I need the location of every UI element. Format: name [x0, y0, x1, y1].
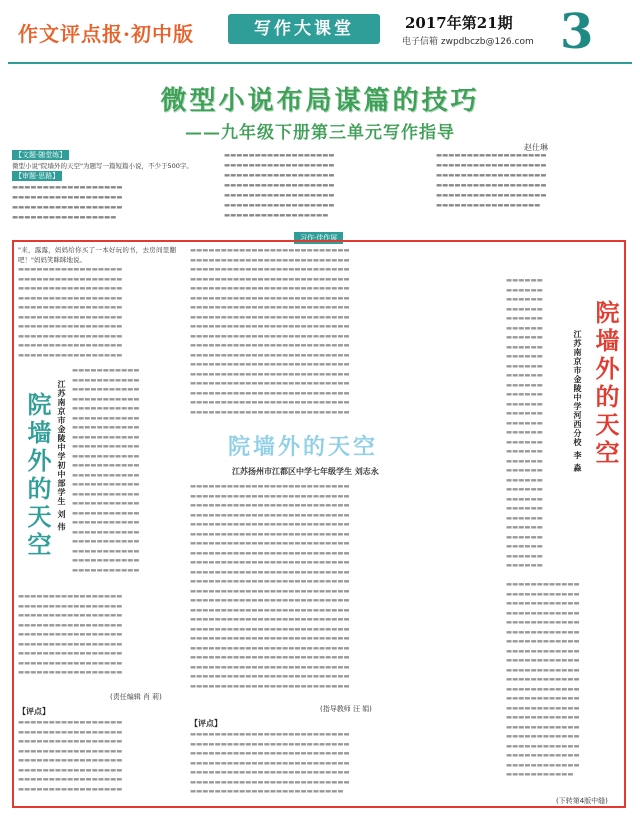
story2-comment-body: ▬▬▬▬▬▬▬▬▬▬▬▬▬▬▬▬▬▬▬▬▬▬▬▬▬▬ ▬▬▬▬▬▬▬▬▬▬▬▬▬▬▬▬▬▬▬▬▬▬▬▬▬▬ ▬▬▬▬▬▬▬▬▬▬▬▬▬▬▬▬▬▬▬▬▬▬▬▬▬▬ ▬▬▬▬▬▬▬▬▬▬▬▬▬▬▬▬▬▬▬▬▬▬▬▬▬▬ ▬▬▬▬▬▬▬▬▬▬▬▬▬▬▬▬▬▬▬▬▬▬▬▬▬▬ ▬▬▬▬▬▬▬▬▬▬▬▬▬▬▬▬▬▬▬▬▬▬▬▬▬▬ ▬▬▬▬▬▬▬▬▬▬▬▬▬▬▬▬▬▬▬▬▬▬▬▬▬ — [190, 730, 350, 795]
column-banner: 写作大课堂 — [228, 14, 380, 44]
guidance-body-1: ▬▬▬▬▬▬▬▬▬▬▬▬▬▬▬▬▬▬ ▬▬▬▬▬▬▬▬▬▬▬▬▬▬▬▬▬▬ ▬▬▬▬▬▬▬▬▬▬▬▬▬▬▬▬▬▬ ▬▬▬▬▬▬▬▬▬▬▬▬▬▬▬▬▬ — [12, 183, 123, 221]
story2-byline: 江苏扬州市江都区中学七年级学生 刘志永 — [232, 467, 379, 476]
guidance-col-1 — [12, 150, 197, 228]
issue-date: 2017年第21期 — [405, 14, 513, 32]
email-label: 电子信箱 zwpdbczb@126.com — [402, 37, 534, 47]
story1-body-top: ▬▬▬▬▬▬▬▬▬▬▬▬▬▬▬▬▬ ▬▬▬▬▬▬▬▬▬▬▬▬▬▬▬▬▬ ▬▬▬▬▬▬▬▬▬▬▬▬▬▬▬▬▬ ▬▬▬▬▬▬▬▬▬▬▬▬▬▬▬▬▬ ▬▬▬▬▬▬▬▬▬▬▬▬▬▬▬▬▬ ▬▬▬▬▬▬▬▬▬▬▬▬▬▬▬▬▬ ▬▬▬▬▬▬▬▬▬▬▬▬▬▬▬▬▬ ▬▬▬▬▬▬▬▬▬▬▬▬▬▬▬▬▬ ▬▬▬▬▬▬▬▬▬▬▬▬▬▬▬▬▬ ▬▬▬▬▬▬▬▬▬▬▬▬▬▬▬▬▬ — [18, 265, 123, 359]
story2-body-top: ▬▬▬▬▬▬▬▬▬▬▬▬▬▬▬▬▬▬▬▬▬▬▬▬▬▬ ▬▬▬▬▬▬▬▬▬▬▬▬▬▬▬▬▬▬▬▬▬▬▬▬▬▬ ▬▬▬▬▬▬▬▬▬▬▬▬▬▬▬▬▬▬▬▬▬▬▬▬▬▬ ▬▬▬▬▬▬▬▬▬▬▬▬▬▬▬▬▬▬▬▬▬▬▬▬▬▬ ▬▬▬▬▬▬▬▬▬▬▬▬▬▬▬▬▬▬▬▬▬▬▬▬▬▬ ▬▬▬▬▬▬▬▬▬▬▬▬▬▬▬▬▬▬▬▬▬▬▬▬▬▬ ▬▬▬▬▬▬▬▬▬▬▬▬▬▬▬▬▬▬▬▬▬▬▬▬▬▬ ▬▬▬▬▬▬▬▬▬▬▬▬▬▬▬▬▬▬▬▬▬▬▬▬▬▬ ▬▬▬▬▬▬▬▬▬▬▬▬▬▬▬▬▬▬▬▬▬▬▬▬▬▬ ▬▬▬▬▬▬▬▬▬▬▬▬▬▬▬▬▬▬▬▬▬▬▬▬▬▬ ▬▬▬▬▬▬▬▬▬▬▬▬▬▬▬▬▬▬▬▬▬▬▬▬▬▬ ▬▬▬▬▬▬▬▬▬▬▬▬▬▬▬▬▬▬▬▬▬▬▬▬▬▬ ▬▬▬▬▬▬▬▬▬▬▬▬▬▬▬▬▬▬▬▬▬▬▬▬▬▬ ▬▬▬▬▬▬▬▬▬▬▬▬▬▬▬▬▬▬▬▬▬▬▬▬▬▬ ▬▬▬▬▬▬▬▬▬▬▬▬▬▬▬▬▬▬▬▬▬▬▬▬▬▬ ▬▬▬▬▬▬▬▬▬▬▬▬▬▬▬▬▬▬▬▬▬▬▬▬▬▬ ▬▬▬▬▬▬▬▬▬▬▬▬▬▬▬▬▬▬▬▬▬▬▬▬▬▬ ▬▬▬▬▬▬▬▬▬▬▬▬▬▬▬▬▬▬▬▬▬▬▬▬▬▬ — [190, 246, 350, 416]
guidance-columns — [12, 150, 624, 228]
story1-opening: "来，露露，妈妈给你买了一本好玩的书，去房间里翻吧！"妈妈笑眯眯地说。 — [18, 246, 176, 264]
assignment-text: 微型小说"院墙外的天空"为题写一篇短篇小说，不少于500字。 — [12, 162, 193, 170]
tag-exercise: 【文题·随堂练】 — [12, 150, 69, 160]
story2-body-bottom: ▬▬▬▬▬▬▬▬▬▬▬▬▬▬▬▬▬▬▬▬▬▬▬▬▬▬ ▬▬▬▬▬▬▬▬▬▬▬▬▬▬▬▬▬▬▬▬▬▬▬▬▬▬ ▬▬▬▬▬▬▬▬▬▬▬▬▬▬▬▬▬▬▬▬▬▬▬▬▬▬ ▬▬▬▬▬▬▬▬▬▬▬▬▬▬▬▬▬▬▬▬▬▬▬▬▬▬ ▬▬▬▬▬▬▬▬▬▬▬▬▬▬▬▬▬▬▬▬▬▬▬▬▬▬ ▬▬▬▬▬▬▬▬▬▬▬▬▬▬▬▬▬▬▬▬▬▬▬▬▬▬ ▬▬▬▬▬▬▬▬▬▬▬▬▬▬▬▬▬▬▬▬▬▬▬▬▬▬ ▬▬▬▬▬▬▬▬▬▬▬▬▬▬▬▬▬▬▬▬▬▬▬▬▬▬ ▬▬▬▬▬▬▬▬▬▬▬▬▬▬▬▬▬▬▬▬▬▬▬▬▬▬ ▬▬▬▬▬▬▬▬▬▬▬▬▬▬▬▬▬▬▬▬▬▬▬▬▬▬ ▬▬▬▬▬▬▬▬▬▬▬▬▬▬▬▬▬▬▬▬▬▬▬▬▬▬ ▬▬▬▬▬▬▬▬▬▬▬▬▬▬▬▬▬▬▬▬▬▬▬▬▬▬ ▬▬▬▬▬▬▬▬▬▬▬▬▬▬▬▬▬▬▬▬▬▬▬▬▬▬ ▬▬▬▬▬▬▬▬▬▬▬▬▬▬▬▬▬▬▬▬▬▬▬▬▬▬ ▬▬▬▬▬▬▬▬▬▬▬▬▬▬▬▬▬▬▬▬▬▬▬▬▬▬ ▬▬▬▬▬▬▬▬▬▬▬▬▬▬▬▬▬▬▬▬▬▬▬▬▬▬ ▬▬▬▬▬▬▬▬▬▬▬▬▬▬▬▬▬▬▬▬▬▬▬▬▬▬ ▬▬▬▬▬▬▬▬▬▬▬▬▬▬▬▬▬▬▬▬▬▬▬▬▬▬ ▬▬▬▬▬▬▬▬▬▬▬▬▬▬▬▬▬▬▬▬▬▬▬▬▬▬ ▬▬▬▬▬▬▬▬▬▬▬▬▬▬▬▬▬▬▬▬▬▬▬▬▬▬ ▬▬▬▬▬▬▬▬▬▬▬▬▬▬▬▬▬▬▬▬▬▬▬▬▬▬ ▬▬▬▬▬▬▬▬▬▬▬▬▬▬▬▬▬▬▬▬▬▬▬▬▬▬ — [190, 482, 350, 690]
story1-body-mid: ▬▬▬▬▬▬▬▬▬▬▬ ▬▬▬▬▬▬▬▬▬▬▬ ▬▬▬▬▬▬▬▬▬▬▬ ▬▬▬▬▬▬▬▬▬▬▬ ▬▬▬▬▬▬▬▬▬▬▬ ▬▬▬▬▬▬▬▬▬▬▬ ▬▬▬▬▬▬▬▬▬▬▬ ▬▬▬▬▬▬▬▬▬▬▬ ▬▬▬▬▬▬▬▬▬▬▬ ▬▬▬▬▬▬▬▬▬▬▬ ▬▬▬▬▬▬▬▬▬▬▬ ▬▬▬▬▬▬▬▬▬▬▬ ▬▬▬▬▬▬▬▬▬▬▬ ▬▬▬▬▬▬▬▬▬▬▬ ▬▬▬▬▬▬▬▬▬▬▬ ▬▬▬▬▬▬▬▬▬▬▬ ▬▬▬▬▬▬▬▬▬▬▬ ▬▬▬▬▬▬▬▬▬▬▬ ▬▬▬▬▬▬▬▬▬▬▬ ▬▬▬▬▬▬▬▬▬▬▬ ▬▬▬▬▬▬▬▬▬▬▬ ▬▬▬▬▬▬▬▬▬▬▬ — [72, 366, 140, 574]
article-title: 微型小说布局谋篇的技巧 — [160, 86, 480, 116]
story1-byline: 江苏南京市金陵中学初中部学生 刘 伟 — [57, 380, 66, 532]
article-subtitle: ——九年级下册第三单元写作指导 — [185, 123, 455, 143]
story2-title: 院墙外的天空 — [228, 434, 379, 460]
masthead-rule — [8, 62, 632, 64]
story3-body-bottom: ▬▬▬▬▬▬▬▬▬▬▬▬ ▬▬▬▬▬▬▬▬▬▬▬▬ ▬▬▬▬▬▬▬▬▬▬▬▬ ▬▬▬▬▬▬▬▬▬▬▬▬ ▬▬▬▬▬▬▬▬▬▬▬▬ ▬▬▬▬▬▬▬▬▬▬▬▬ ▬▬▬▬▬▬▬▬▬▬▬▬ ▬▬▬▬▬▬▬▬▬▬▬▬ ▬▬▬▬▬▬▬▬▬▬▬▬ ▬▬▬▬▬▬▬▬▬▬▬▬ ▬▬▬▬▬▬▬▬▬▬▬▬ ▬▬▬▬▬▬▬▬▬▬▬▬ ▬▬▬▬▬▬▬▬▬▬▬▬ ▬▬▬▬▬▬▬▬▬▬▬▬ ▬▬▬▬▬▬▬▬▬▬▬▬ ▬▬▬▬▬▬▬▬▬▬▬▬ ▬▬▬▬▬▬▬▬▬▬▬▬ ▬▬▬▬▬▬▬▬▬▬▬▬ ▬▬▬▬▬▬▬▬▬▬▬▬ ▬▬▬▬▬▬▬▬▬▬▬▬ ▬▬▬▬▬▬▬▬▬▬▬ — [506, 580, 580, 778]
tag-analysis: 【审题·思路】 — [12, 171, 62, 181]
story3-title: 院墙外的天空 — [591, 300, 620, 468]
showcase-tag: 习作·佳作展 — [294, 232, 343, 244]
story2-comment-label: 【评点】 — [190, 719, 222, 728]
story1-comment-body: ▬▬▬▬▬▬▬▬▬▬▬▬▬▬▬▬▬ ▬▬▬▬▬▬▬▬▬▬▬▬▬▬▬▬▬ ▬▬▬▬▬▬▬▬▬▬▬▬▬▬▬▬▬ ▬▬▬▬▬▬▬▬▬▬▬▬▬▬▬▬▬ ▬▬▬▬▬▬▬▬▬▬▬▬▬▬▬▬▬ ▬▬▬▬▬▬▬▬▬▬▬▬▬▬▬▬▬ ▬▬▬▬▬▬▬▬▬▬▬▬▬▬▬▬▬ ▬▬▬▬▬▬▬▬▬▬▬▬▬▬▬▬▬ — [18, 718, 123, 793]
story3-byline: 江苏南京市金陵中学河西分校 李 淼 — [573, 330, 582, 473]
story1-editor: (责任编辑 肖 莉) — [110, 693, 162, 701]
story3-body-top: ▬▬▬▬▬▬ ▬▬▬▬▬▬ ▬▬▬▬▬▬ ▬▬▬▬▬▬ ▬▬▬▬▬▬ ▬▬▬▬▬▬ ▬▬▬▬▬▬ ▬▬▬▬▬▬ ▬▬▬▬▬▬ ▬▬▬▬▬▬ ▬▬▬▬▬▬ ▬▬▬▬▬▬ ▬▬▬▬▬▬ ▬▬▬▬▬▬ ▬▬▬▬▬▬ ▬▬▬▬▬▬ ▬▬▬▬▬▬ ▬▬▬▬▬▬ ▬▬▬▬▬▬ ▬▬▬▬▬▬ ▬▬▬▬▬▬ ▬▬▬▬▬▬ ▬▬▬▬▬▬ ▬▬▬▬▬▬ ▬▬▬▬▬▬ ▬▬▬▬▬▬ ▬▬▬▬▬▬ ▬▬▬▬▬▬ ▬▬▬▬▬▬ ▬▬▬▬▬▬ ▬▬▬▬▬▬ — [506, 276, 543, 569]
story1-body-bottom: ▬▬▬▬▬▬▬▬▬▬▬▬▬▬▬▬▬ ▬▬▬▬▬▬▬▬▬▬▬▬▬▬▬▬▬ ▬▬▬▬▬▬▬▬▬▬▬▬▬▬▬▬▬ ▬▬▬▬▬▬▬▬▬▬▬▬▬▬▬▬▬ ▬▬▬▬▬▬▬▬▬▬▬▬▬▬▬▬▬ ▬▬▬▬▬▬▬▬▬▬▬▬▬▬▬▬▬ ▬▬▬▬▬▬▬▬▬▬▬▬▬▬▬▬▬ ▬▬▬▬▬▬▬▬▬▬▬▬▬▬▬▬▬ ▬▬▬▬▬▬▬▬▬▬▬▬▬▬▬▬▬ — [18, 592, 123, 676]
publication-title: 作文评点报·初中版 — [18, 22, 194, 46]
guidance-col-3: ▬▬▬▬▬▬▬▬▬▬▬▬▬▬▬▬▬▬ ▬▬▬▬▬▬▬▬▬▬▬▬▬▬▬▬▬▬ ▬▬▬▬▬▬▬▬▬▬▬▬▬▬▬▬▬▬ ▬▬▬▬▬▬▬▬▬▬▬▬▬▬▬▬▬▬ ▬▬▬▬▬▬▬▬▬▬▬▬▬▬▬▬▬▬ ▬▬▬▬▬▬▬▬▬▬▬▬▬▬▬▬▬ — [436, 151, 547, 209]
guidance-col-2: ▬▬▬▬▬▬▬▬▬▬▬▬▬▬▬▬▬▬ ▬▬▬▬▬▬▬▬▬▬▬▬▬▬▬▬▬▬ ▬▬▬▬▬▬▬▬▬▬▬▬▬▬▬▬▬▬ ▬▬▬▬▬▬▬▬▬▬▬▬▬▬▬▬▬▬ ▬▬▬▬▬▬▬▬▬▬▬▬▬▬▬▬▬▬ ▬▬▬▬▬▬▬▬▬▬▬▬▬▬▬▬▬▬ ▬▬▬▬▬▬▬▬▬▬▬▬▬▬▬▬▬ — [224, 151, 335, 219]
story1-comment-label: 【评点】 — [18, 707, 50, 716]
story1-title: 院墙外的天空 — [23, 392, 52, 560]
page-number: 3 — [560, 4, 594, 60]
continued-note: (下转第4版中缝) — [556, 797, 608, 805]
story2-guide-teacher: (指导教师 汪 娟) — [320, 705, 372, 713]
story1-text-top — [18, 246, 176, 364]
article-author: 赵仕琳 — [524, 143, 548, 152]
